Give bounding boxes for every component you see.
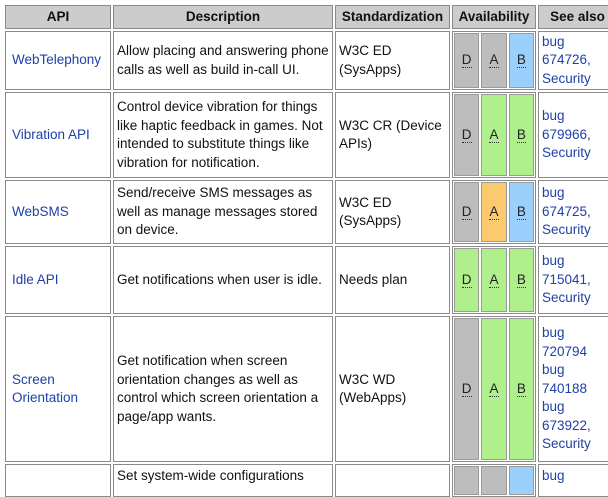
bug-link[interactable]: 673922, <box>542 417 591 433</box>
availability-b2g-swatch: B <box>509 94 534 176</box>
standardization-cell: Needs plan <box>335 246 450 314</box>
security-link[interactable]: Security <box>542 436 591 452</box>
availability-desktop-swatch: D <box>454 318 479 460</box>
header-standardization: Standardization <box>335 5 450 29</box>
bug-link[interactable]: bug <box>542 253 565 269</box>
security-link[interactable]: Security <box>542 70 591 86</box>
availability-android-swatch <box>481 466 506 495</box>
availability-android-swatch: A <box>481 318 506 460</box>
security-link[interactable]: Security <box>542 145 591 161</box>
api-link-screen-orientation[interactable]: Screen Orientation <box>5 316 111 462</box>
bug-link[interactable]: 740188 <box>542 380 588 396</box>
description-cell: Allow placing and answering phone calls as well as build in-call UI. <box>113 31 333 90</box>
availability-b2g-swatch: B <box>509 182 534 242</box>
see-also-cell <box>538 246 608 314</box>
availability-android-swatch: A <box>481 33 506 88</box>
availability-android-swatch: A <box>481 248 506 312</box>
see-also-cell <box>538 31 608 90</box>
see-also-cell <box>538 316 608 462</box>
bug-link[interactable]: 679966, <box>542 126 591 142</box>
description-cell: Get notifications when user is idle. <box>113 246 333 314</box>
availability-b2g-swatch <box>509 466 534 495</box>
standardization-cell: W3C WD (WebApps) <box>335 316 450 462</box>
description-cell: Get notification when screen orientation changes as well as control which screen orientation a page/app wants. <box>113 316 333 462</box>
security-link[interactable]: Security <box>542 290 591 306</box>
availability-cell <box>452 92 536 178</box>
availability-b2g-swatch: B <box>509 248 534 312</box>
header-description: Description <box>113 5 333 29</box>
api-link-partial[interactable] <box>5 464 111 497</box>
availability-desktop-swatch: D <box>454 182 479 242</box>
availability-desktop-swatch: D <box>454 94 479 176</box>
see-also-cell <box>538 92 608 178</box>
standardization-cell: W3C CR (Device APIs) <box>335 92 450 178</box>
standardization-cell: W3C ED (SysApps) <box>335 31 450 90</box>
availability-b2g-swatch: B <box>509 318 534 460</box>
availability-b2g-swatch: B <box>509 33 534 88</box>
api-link-idle[interactable]: Idle API <box>5 246 111 314</box>
availability-desktop-swatch <box>454 466 479 495</box>
description-cell: Send/receive SMS messages as well as manage messages stored on device. <box>113 180 333 244</box>
availability-cell <box>452 464 536 497</box>
header-see-also: See also <box>538 5 608 29</box>
see-also-cell <box>538 464 608 497</box>
standardization-cell <box>335 464 450 497</box>
standardization-cell: W3C ED (SysApps) <box>335 180 450 244</box>
availability-desktop-swatch: D <box>454 33 479 88</box>
availability-cell <box>452 31 536 90</box>
availability-android-swatch: A <box>481 182 506 242</box>
bug-link[interactable]: bug <box>542 362 565 378</box>
see-also-cell <box>538 180 608 244</box>
security-link[interactable]: Security <box>542 222 591 238</box>
description-cell: Set system-wide configurations <box>113 464 333 497</box>
header-api: API <box>5 5 111 29</box>
availability-cell <box>452 180 536 244</box>
api-link-webtelephony[interactable]: WebTelephony <box>5 31 111 90</box>
bug-link[interactable]: 715041, <box>542 271 591 287</box>
bug-link[interactable]: bug <box>542 325 565 341</box>
bug-link[interactable]: 674725, <box>542 203 591 219</box>
availability-android-swatch: A <box>481 94 506 176</box>
bug-link[interactable]: bug <box>542 399 565 415</box>
bug-link[interactable]: bug <box>542 108 565 124</box>
header-availability: Availability <box>452 5 536 29</box>
description-cell: Control device vibration for things like haptic feedback in games. Not intended to substitute things like vibration for notification. <box>113 92 333 178</box>
api-link-websms[interactable]: WebSMS <box>5 180 111 244</box>
availability-cell <box>452 316 536 462</box>
bug-link[interactable]: 674726, <box>542 52 591 68</box>
api-link-vibration[interactable]: Vibration API <box>5 92 111 178</box>
bug-link[interactable]: bug <box>542 468 565 483</box>
availability-cell <box>452 246 536 314</box>
bug-link[interactable]: bug <box>542 33 565 49</box>
bug-link[interactable]: 720794 <box>542 343 588 359</box>
api-status-table <box>5 5 608 485</box>
availability-desktop-swatch: D <box>454 248 479 312</box>
bug-link[interactable]: bug <box>542 185 565 201</box>
